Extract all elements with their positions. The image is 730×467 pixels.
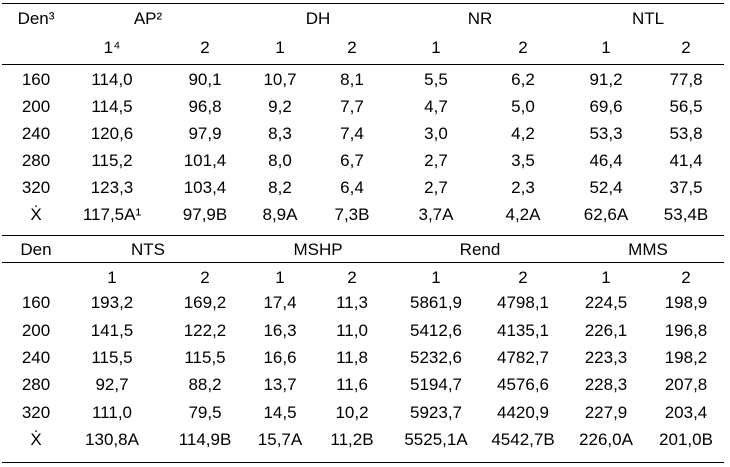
table-cell: 56,5 <box>669 97 703 116</box>
table-cell: 196,8 <box>664 321 708 340</box>
table-cell: 8,9A <box>262 205 298 224</box>
table-cell: 5194,7 <box>410 375 462 394</box>
table-cell: 11,3 <box>336 293 368 312</box>
table-cell: 123,3 <box>90 178 134 197</box>
table-cell: 7,3B <box>334 205 370 224</box>
table-cell: 4135,1 <box>497 321 549 340</box>
table-cell: 2,7 <box>424 178 448 197</box>
table-cell: 4,7 <box>424 97 448 116</box>
table-cell: 91,2 <box>589 70 623 89</box>
header-sub: 2 <box>347 268 357 287</box>
table-cell: 90,1 <box>188 70 222 89</box>
table-cell: 92,7 <box>95 375 129 394</box>
table-cell: 10,7 <box>263 70 297 89</box>
table-cell: 4798,1 <box>497 293 549 312</box>
header-group: AP² <box>133 9 163 28</box>
table-cell: 4542,7B <box>491 430 555 449</box>
header-sub: 2 <box>518 268 528 287</box>
table-cell: 103,4 <box>183 178 227 197</box>
row-label: 240 <box>21 124 51 143</box>
table-cell: 2,3 <box>511 178 535 197</box>
table-cell: 228,3 <box>584 375 628 394</box>
table-cell: 201,0B <box>659 430 713 449</box>
table-cell: 5232,6 <box>410 348 462 367</box>
table-cell: 3,7A <box>418 205 454 224</box>
header-sub: 2 <box>518 38 528 57</box>
header-sub: 1 <box>601 268 611 287</box>
table-cell: 53,4B <box>663 205 709 224</box>
table-cell: 13,7 <box>263 375 297 394</box>
table-cell: 62,6A <box>583 205 629 224</box>
rule-top <box>2 3 724 4</box>
table-cell: 115,2 <box>91 151 133 170</box>
header-sub: 1 <box>431 268 441 287</box>
table-cell: 4,2 <box>511 124 535 143</box>
table-cell: 79,5 <box>188 403 222 422</box>
table-cell: 101,4 <box>183 151 227 170</box>
row-label: 160 <box>21 70 51 89</box>
row-label: 240 <box>21 348 51 367</box>
table-cell: 193,2 <box>90 293 134 312</box>
table-cell: 224,5 <box>584 293 628 312</box>
table-cell: 6,7 <box>340 151 364 170</box>
table-cell: 14,5 <box>263 403 297 422</box>
row-label: 160 <box>21 293 51 312</box>
table-cell: 226,0A <box>579 430 633 449</box>
table-cell: 5,0 <box>511 97 535 116</box>
header-group: NTL <box>631 9 665 28</box>
row-label-mean: Ẋ <box>30 205 42 224</box>
header-den: Den <box>20 240 52 259</box>
table-cell: 11,6 <box>336 375 368 394</box>
header-sub: 2 <box>681 38 691 57</box>
table-cell: 9,2 <box>268 97 292 116</box>
table-cell: 169,2 <box>183 293 227 312</box>
table-cell: 52,4 <box>589 178 623 197</box>
table-cell: 141,5 <box>90 321 134 340</box>
table-cell: 3,5 <box>511 151 535 170</box>
table-cell: 53,3 <box>589 124 623 143</box>
header-den: Den³ <box>17 9 55 28</box>
table-cell: 115,5 <box>91 348 133 367</box>
table-cell: 6,2 <box>511 70 535 89</box>
table-cell: 69,6 <box>589 97 623 116</box>
table-cell: 198,9 <box>664 293 708 312</box>
row-label: 280 <box>21 375 51 394</box>
table-cell: 203,4 <box>664 403 708 422</box>
table-cell: 7,7 <box>340 97 364 116</box>
table-cell: 223,3 <box>584 348 628 367</box>
header-group: MMS <box>628 240 668 259</box>
rule-middle <box>2 235 724 236</box>
table-cell: 130,8A <box>85 430 139 449</box>
table-cell: 8,2 <box>268 178 292 197</box>
row-label-mean: Ẋ <box>30 430 42 449</box>
table-cell: 46,4 <box>589 151 623 170</box>
table-cell: 11,0 <box>336 321 368 340</box>
header-group: Rend <box>459 240 501 259</box>
table-cell: 88,2 <box>188 375 222 394</box>
table-cell: 226,1 <box>584 321 628 340</box>
table-cell: 8,3 <box>268 124 292 143</box>
table-cell: 77,8 <box>669 70 703 89</box>
table-cell: 15,7A <box>257 430 303 449</box>
header-group: MSHP <box>293 240 343 259</box>
table-cell: 41,4 <box>669 151 703 170</box>
header-sub: 1⁴ <box>103 38 121 57</box>
header-sub: 2 <box>681 268 691 287</box>
table-cell: 5861,9 <box>410 293 462 312</box>
rule-header2-top <box>2 262 724 263</box>
table-cell: 114,5 <box>91 97 133 116</box>
rule-header1 <box>2 64 724 65</box>
rule-bottom <box>2 462 724 463</box>
table-cell: 115,5 <box>184 348 226 367</box>
header-group: NR <box>467 9 493 28</box>
table-cell: 53,8 <box>669 124 703 143</box>
table-cell: 8,0 <box>268 151 292 170</box>
table-cell: 97,9 <box>188 124 222 143</box>
table-cell: 8,1 <box>340 70 364 89</box>
row-label: 280 <box>21 151 51 170</box>
header-sub: 1 <box>107 268 117 287</box>
header-sub: 2 <box>347 38 357 57</box>
table-cell: 11,8 <box>336 348 368 367</box>
table-cell: 198,2 <box>664 348 708 367</box>
header-group: DH <box>305 9 331 28</box>
table-cell: 111,0 <box>91 403 133 422</box>
table-cell: 4782,7 <box>497 348 549 367</box>
header-sub: 2 <box>200 38 210 57</box>
header-sub: 1 <box>431 38 441 57</box>
table-cell: 6,4 <box>340 178 364 197</box>
header-sub: 2 <box>200 268 210 287</box>
table-cell: 3,0 <box>424 124 448 143</box>
table-cell: 114,0 <box>91 70 133 89</box>
table-cell: 37,5 <box>669 178 703 197</box>
table-cell: 7,4 <box>340 124 364 143</box>
header-sub: 1 <box>275 38 285 57</box>
table-cell: 114,9B <box>178 430 232 449</box>
table-cell: 227,9 <box>584 403 628 422</box>
header-sub: 1 <box>601 38 611 57</box>
table-cell: 97,9B <box>182 205 228 224</box>
table-cell: 207,8 <box>664 375 708 394</box>
table-cell: 4576,6 <box>497 375 549 394</box>
table-cell: 96,8 <box>188 97 222 116</box>
row-label: 320 <box>21 178 51 197</box>
table-cell: 4420,9 <box>497 403 549 422</box>
table-cell: 16,3 <box>263 321 297 340</box>
table-cell: 2,7 <box>424 151 448 170</box>
table-cell: 5525,1A <box>404 430 468 449</box>
table-cell: 5412,6 <box>410 321 462 340</box>
table-cell: 11,2B <box>330 430 374 449</box>
table-cell: 120,6 <box>90 124 134 143</box>
table-cell: 17,4 <box>263 293 297 312</box>
table-cell: 5923,7 <box>410 403 462 422</box>
table-cell: 10,2 <box>335 403 369 422</box>
row-label: 200 <box>21 97 51 116</box>
table-cell: 117,5A¹ <box>82 205 142 224</box>
header-sub: 1 <box>275 268 285 287</box>
table-cell: 16,6 <box>263 348 297 367</box>
row-label: 200 <box>21 321 51 340</box>
header-group: NTS <box>131 240 165 259</box>
table-cell: 4,2A <box>505 205 541 224</box>
row-label: 320 <box>21 403 51 422</box>
table-cell: 122,2 <box>183 321 227 340</box>
table-cell: 5,5 <box>424 70 448 89</box>
